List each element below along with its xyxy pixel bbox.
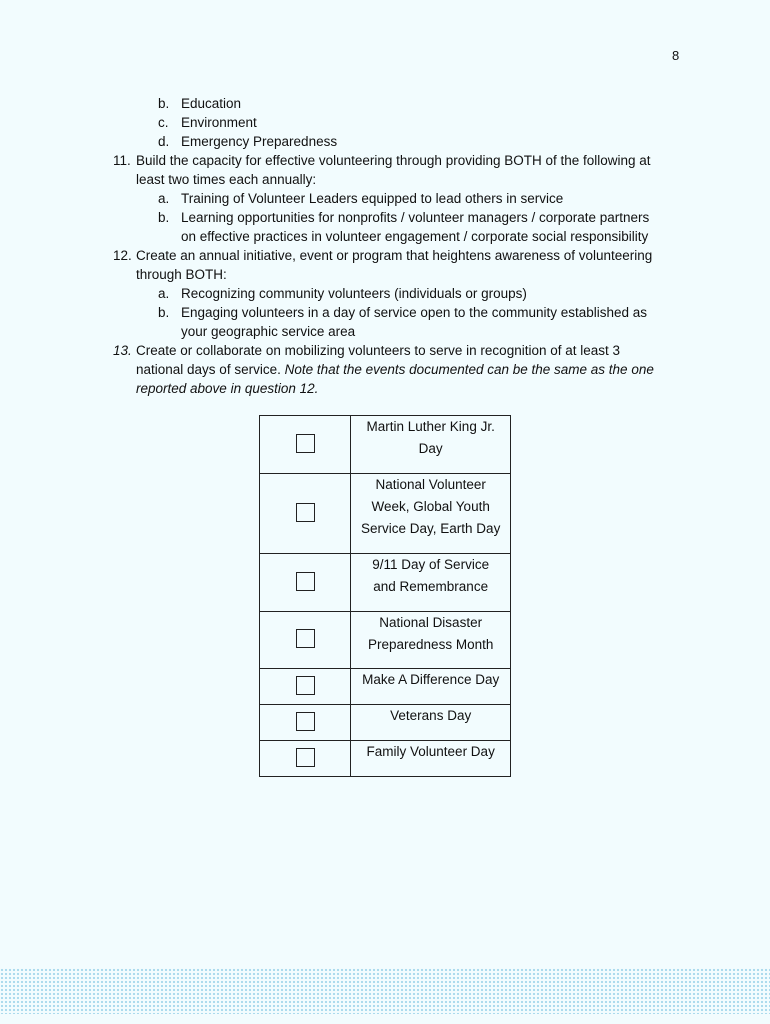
day-label: Make A Difference Day — [362, 672, 500, 687]
table-row — [260, 416, 511, 474]
list-marker: a. — [158, 191, 170, 206]
question-note-continued: reported above in question 12. — [136, 381, 319, 396]
list-item-training — [158, 189, 563, 208]
question-12-continued: through BOTH: — [136, 267, 227, 282]
question-13 — [113, 341, 620, 360]
list-marker: c. — [158, 115, 169, 130]
checkbox-family-volunteer-day[interactable] — [296, 748, 315, 767]
table-row — [260, 612, 511, 669]
day-label: National Volunteer — [375, 477, 486, 492]
list-item-text: Recognizing community volunteers (individuals or groups) — [181, 286, 527, 301]
list-marker: b. — [158, 305, 170, 320]
list-item-education — [158, 94, 241, 113]
table-row — [260, 705, 511, 741]
list-marker: b. — [158, 210, 170, 225]
list-item-emergency-preparedness — [158, 132, 337, 151]
day-label: 9/11 Day of Service — [372, 557, 490, 572]
question-text: Build the capacity for effective volunteering through providing BOTH of the following at — [136, 153, 651, 168]
question-11-continued: least two times each annually: — [136, 172, 317, 187]
list-item-engaging-continued: your geographic service area — [181, 324, 356, 339]
day-label: Veterans Day — [390, 708, 472, 723]
list-item-engaging — [158, 303, 647, 322]
day-label: Family Volunteer Day — [366, 744, 495, 759]
checkbox-veterans-day[interactable] — [296, 712, 315, 731]
checkbox-national-volunteer-week[interactable] — [296, 503, 315, 522]
question-text: Create or collaborate on mobilizing volunteers to serve in recognition of at least 3 — [136, 343, 621, 358]
decorative-dot-band — [0, 968, 770, 1014]
checkbox-make-a-difference-day[interactable] — [296, 676, 315, 695]
list-item-text: Learning opportunities for nonprofits / volunteer managers / corporate partners — [181, 210, 650, 225]
list-item-environment — [158, 113, 257, 132]
question-11 — [113, 151, 651, 170]
day-label: National Disaster — [379, 615, 483, 630]
question-number: 13. — [113, 343, 132, 358]
list-item-text: Training of Volunteer Leaders equipped to lead others in service — [181, 191, 564, 206]
question-text: Create an annual initiative, event or program that heightens awareness of volunteering — [136, 248, 653, 263]
question-13-continued — [136, 360, 654, 379]
day-label: Week, Global Youth — [371, 499, 490, 514]
list-item-text: Environment — [181, 115, 257, 130]
list-item-text: Education — [181, 96, 242, 111]
list-item-learning-continued: on effective practices in volunteer engagement / corporate social responsibility — [181, 229, 649, 244]
page-number: 8 — [672, 48, 680, 63]
table-row — [260, 474, 511, 554]
list-marker: a. — [158, 286, 170, 301]
list-item-text: Engaging volunteers in a day of service open to the community established as — [181, 305, 648, 320]
question-12 — [113, 246, 652, 265]
list-item-text: Emergency Preparedness — [181, 134, 338, 149]
day-label: and Remembrance — [373, 579, 489, 594]
question-note: Note that the events documented can be the same as the one — [284, 362, 654, 377]
question-text: national days of service. — [136, 362, 285, 377]
table-row — [260, 741, 511, 777]
table-row — [260, 554, 511, 612]
day-label: Martin Luther King Jr. — [366, 419, 495, 434]
question-number: 12. — [113, 248, 132, 263]
checkbox-mlk-day[interactable] — [296, 434, 315, 453]
day-label: Service Day, Earth Day — [361, 521, 501, 536]
list-item-recognizing — [158, 284, 527, 303]
day-label: Preparedness Month — [368, 637, 494, 652]
list-marker: d. — [158, 134, 170, 149]
checkbox-disaster-preparedness-month[interactable] — [296, 629, 315, 648]
question-number: 11. — [113, 153, 131, 168]
days-of-service-table — [259, 415, 511, 777]
list-item-learning — [158, 208, 649, 227]
day-label: Day — [418, 441, 443, 456]
list-marker: b. — [158, 96, 170, 111]
table-row — [260, 669, 511, 705]
checkbox-911-day[interactable] — [296, 572, 315, 591]
